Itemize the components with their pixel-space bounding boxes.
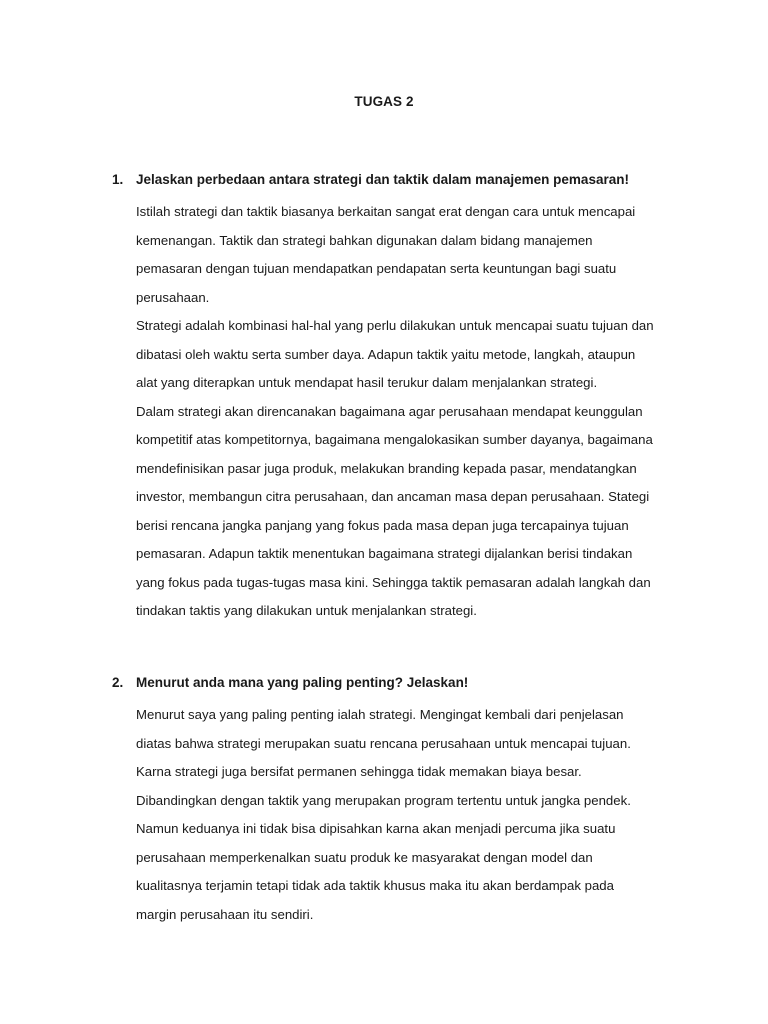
answer-2-line: perusahaan memperkenalkan suatu produk ke masyarakat dengan model dan xyxy=(136,849,593,865)
answer-1-line: alat yang diterapkan untuk mendapat hasil terukur dalam menjalankan strategi. xyxy=(136,375,598,390)
question-1-heading xyxy=(112,170,692,190)
answer-1-line: tindakan taktis yang dilakukan untuk menjalankan strategi. xyxy=(136,603,477,618)
answer-2-line: Menurut saya yang paling penting ialah strategi. Mengingat kembali dari penjelasan xyxy=(136,707,624,722)
answer-1-line: dibatasi oleh waktu serta sumber daya. Adapun taktik yaitu metode, langkah, ataupun xyxy=(136,346,636,362)
answer-1-line: yang fokus pada tugas-tugas masa kini. Sehingga taktik pemasaran adalah langkah dan xyxy=(136,574,651,590)
answer-1-line: investor, membangun citra perusahaan, dan ancaman masa depan perusahaan. Stategi xyxy=(136,489,650,504)
answer-2 xyxy=(136,701,692,929)
answer-1-line: Dalam strategi akan direncanakan bagaimana agar perusahaan mendapat keunggulan xyxy=(136,403,643,419)
answer-1-line: kemenangan. Taktik dan strategi bahkan digunakan dalam bidang manajemen xyxy=(136,232,593,248)
answer-1-line: Istilah strategi dan taktik biasanya berkaitan sangat erat dengan cara untuk mencapai xyxy=(136,204,636,219)
answer-1-line: berisi rencana jangka panjang yang fokus pada masa depan juga tercapainya tujuan xyxy=(136,517,629,533)
question-2-heading xyxy=(112,673,692,693)
answer-1 xyxy=(136,198,692,626)
answer-2-line: Dibandingkan dengan taktik yang merupakan program tertentu untuk jangka pendek. xyxy=(136,792,631,808)
document-title: TUGAS 2 xyxy=(354,94,414,109)
question-1-number: 1. xyxy=(112,172,124,187)
answer-1-line: pemasaran dengan tujuan mendapatkan pendapatan serta keuntungan bagi suatu xyxy=(136,261,617,276)
answer-2-line: Karna strategi juga bersifat permanen sehingga tidak memakan biaya besar. xyxy=(136,764,582,779)
answer-1-line: pemasaran. Adapun taktik menentukan bagaimana strategi dijalankan berisi tindakan xyxy=(136,546,633,561)
answer-2-line: kualitasnya terjamin tetapi tidak ada taktik khusus maka itu akan berdampak pada xyxy=(136,878,614,893)
answer-1-line: kompetitif atas kompetitornya, bagaimana mengalokasikan sumber dayanya, bagaimana xyxy=(136,432,653,447)
answer-1-line: perusahaan. xyxy=(136,289,210,305)
question-2 xyxy=(112,673,692,929)
answer-1-line: mendefinisikan pasar juga produk, melakukan branding kepada pasar, mendatangkan xyxy=(136,460,637,476)
question-1-text: Jelaskan perbedaan antara strategi dan taktik dalam manajemen pemasaran! xyxy=(136,172,629,187)
answer-2-line: diatas bahwa strategi merupakan suatu rencana perusahaan untuk mencapai tujuan. xyxy=(136,735,631,751)
question-2-number: 2. xyxy=(112,675,124,690)
answer-2-line: Namun keduanya ini tidak bisa dipisahkan karna akan menjadi percuma jika suatu xyxy=(136,821,616,836)
question-1 xyxy=(112,170,692,626)
answer-1-line: Strategi adalah kombinasi hal-hal yang perlu dilakukan untuk mencapai suatu tujuan dan xyxy=(136,318,654,333)
question-2-text: Menurut anda mana yang paling penting? Jelaskan! xyxy=(136,675,469,690)
answer-2-line: margin perusahaan itu sendiri. xyxy=(136,906,314,922)
